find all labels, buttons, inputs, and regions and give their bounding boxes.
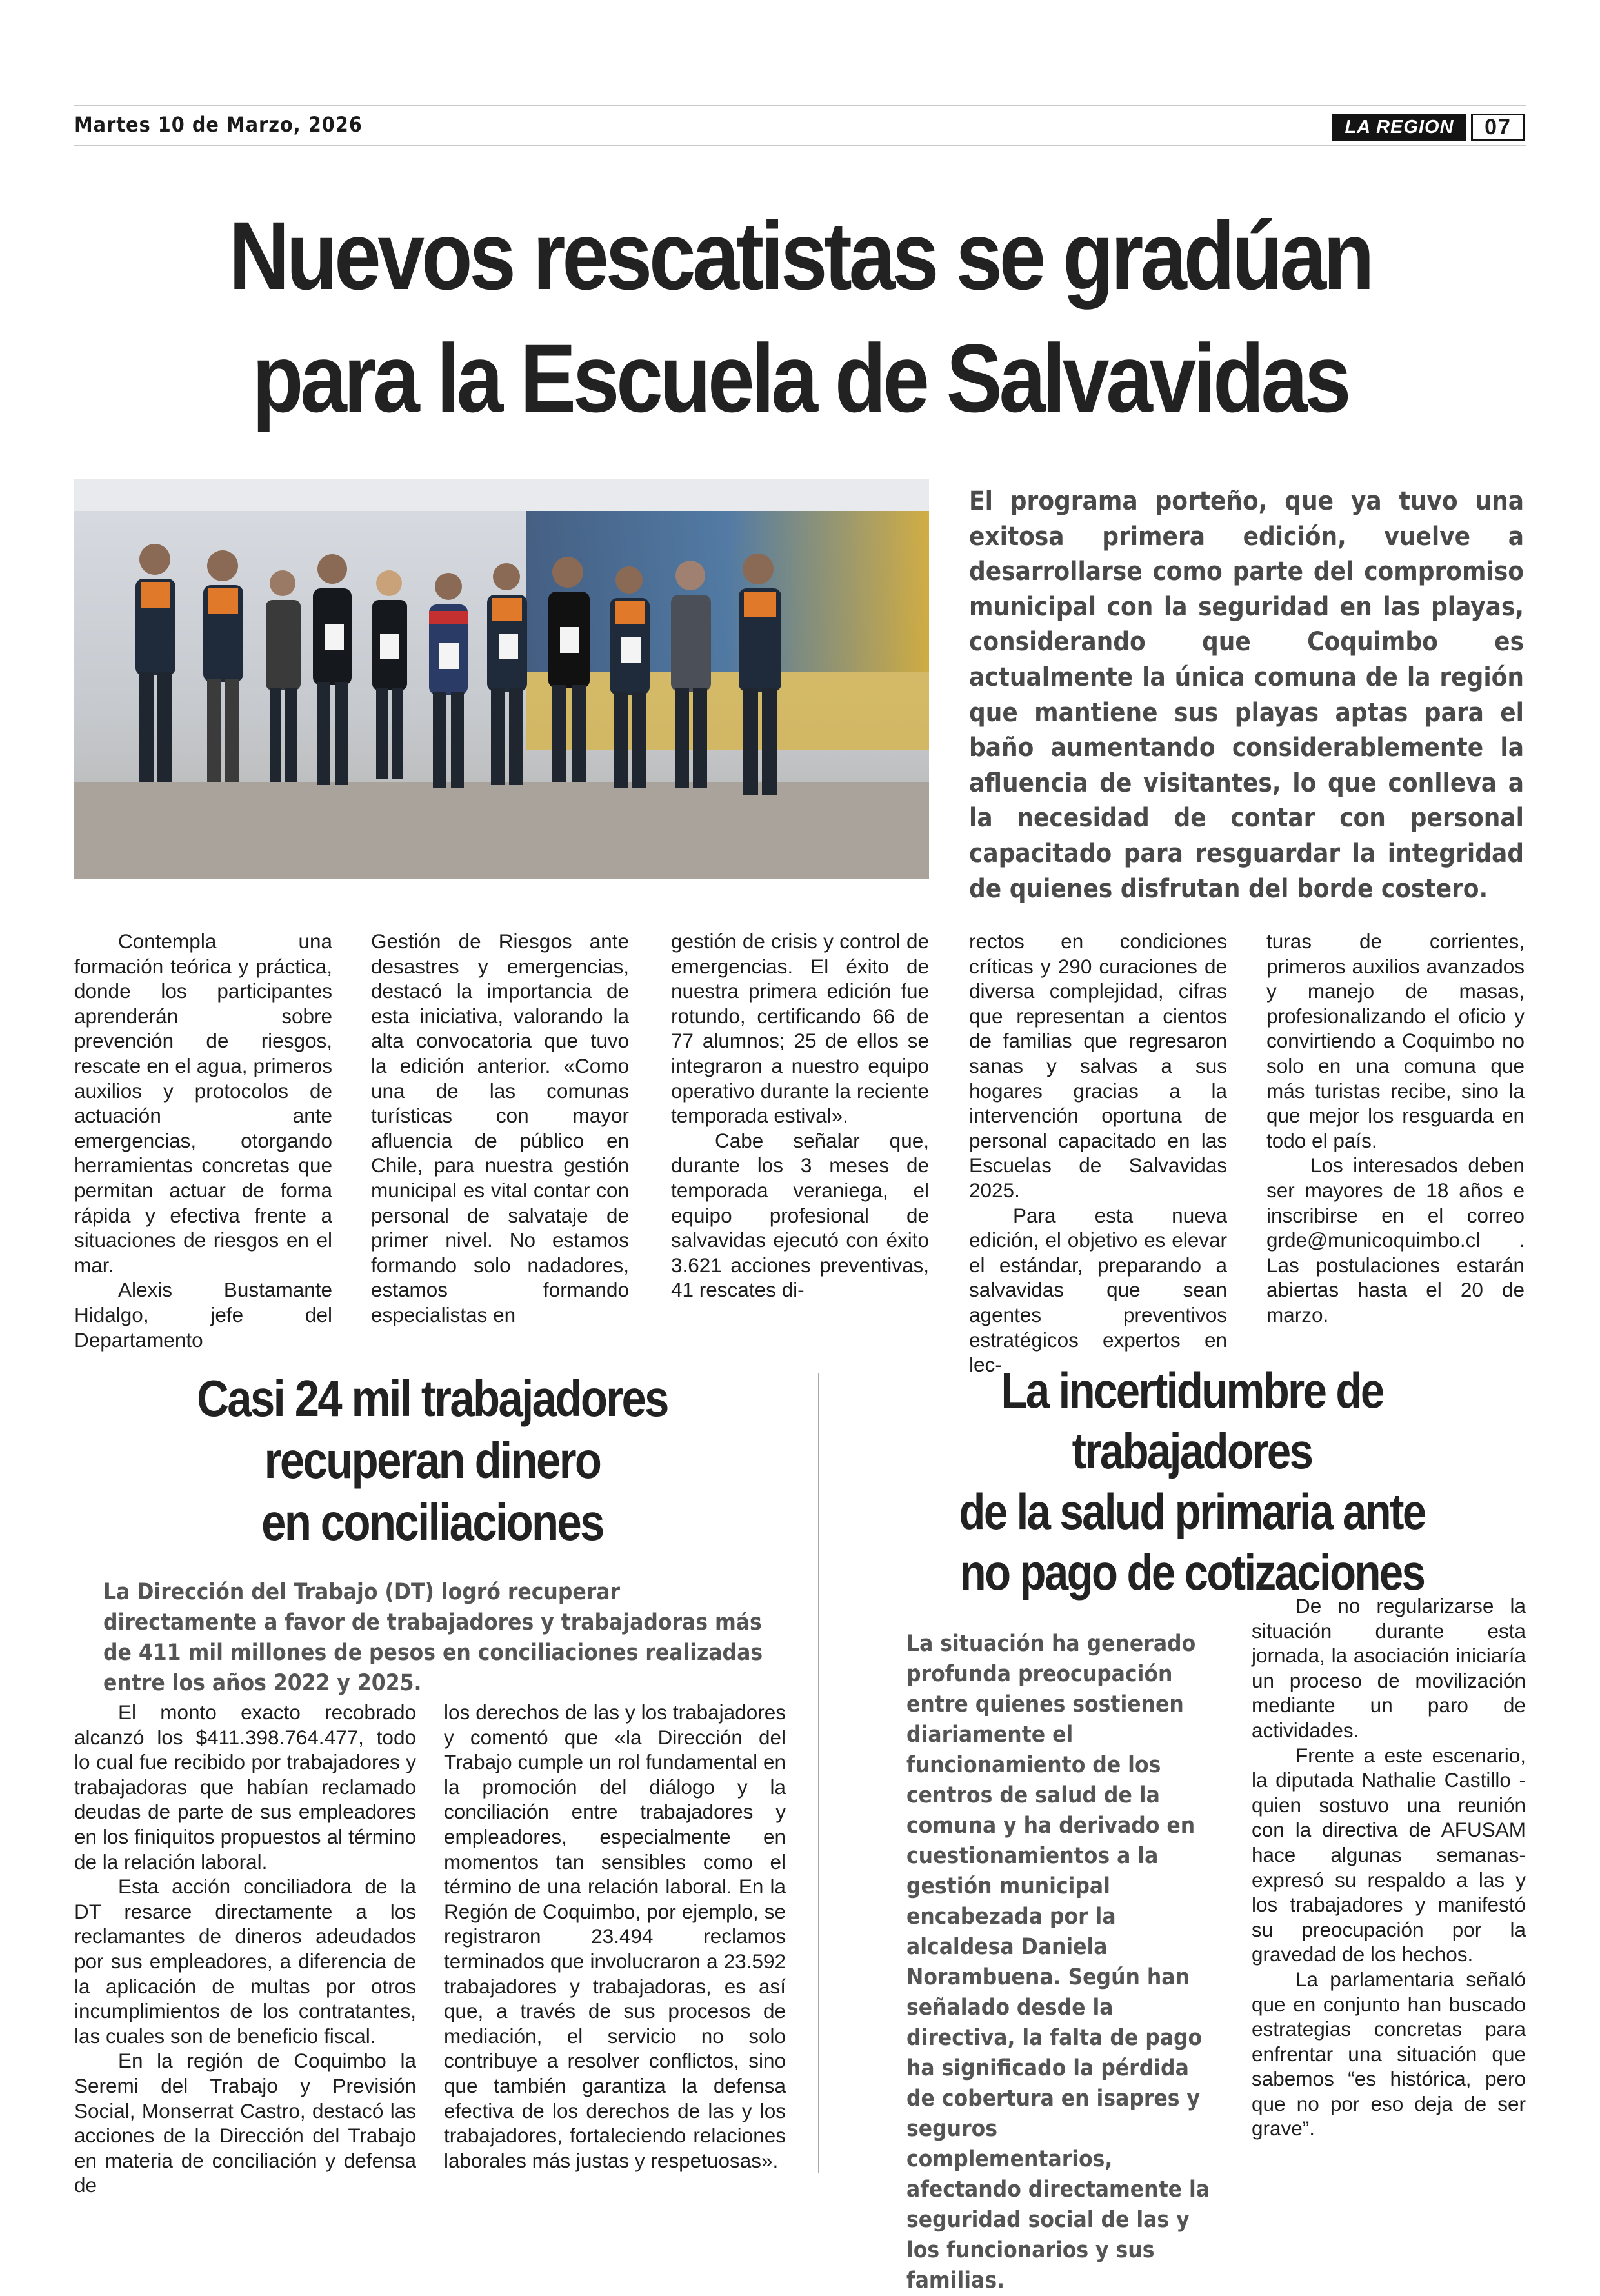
column-divider [818,1373,819,2173]
paragraph: Para esta nueva edición, el objetivo es elevar el estándar, preparando a salvavidas que sean agentes preventivos estratégicos expertos en lec- [969,1203,1227,1377]
paragraph: Alexis Bustamante Hidalgo, jefe del Departamento [74,1278,332,1352]
paragraph: De no regularizarse la situación durante esta jornada, la asociación iniciaría un proceso de movilización mediante un paro de actividades. [1252,1594,1526,1742]
story2-headline-line3: en conciliaciones [261,1493,603,1551]
main-headline-line2: para la Escuela de Salvavidas [252,324,1348,432]
story3-headline-line1: La incertidumbre de trabajadores [1001,1362,1383,1479]
main-story-column-3 [671,929,929,1303]
story2-lede: La Dirección del Trabajo (DT) logró recuperar directamente a favor de trabajadores y trabajadoras más de 411 mil millones de pesos en conciliaciones realizadas entre los años 2022 y 2025. [103,1579,763,1696]
story2-headline [74,1368,790,1553]
story2-column-2 [444,1700,786,2173]
paragraph: La parlamentaria señaló que en conjunto han buscado estrategias concretas para enfrentar una situación que sabemos “es histórica, pero que no por eso deja de ser grave”. [1252,1967,1526,2141]
paragraph: En la región de Coquimbo la Seremi del Trabajo y Previsión Social, Monserrat Castro, destacó las acciones de la Dirección del Trabajo en materia de conciliación y defensa de [74,2049,416,2197]
main-story-column-5 [1266,929,1525,1328]
main-story-column-2 [371,929,629,1328]
story3-lede: La situación ha generado profunda preocupación entre quienes sostienen diariamente el funcionamiento de los centros de salud de la comuna y ha derivado en cuestionamientos a la gestión municipal encabezada por la alcaldesa Daniela Norambuena. Según han señalado desde la directiva, la falta de pago ha significado la pérdida de cobertura en isapres y seguros complementarios, afectando directamente la seguridad social de las y los funcionarios y sus familias. [906,1631,1210,2293]
main-story-column-1 [74,929,332,1352]
story3-headline-line2: de la salud primaria ante [959,1483,1425,1540]
paragraph: turas de corrientes, primeros auxilios avanzados y manejo de masas, profesionalizando el oficio y convirtiendo a Coquimbo no solo en una comuna que más turistas recibe, sino la que mejor los resguarda en todo el país. [1266,930,1525,1152]
paragraph: Frente a este escenario, la diputada Nathalie Castillo -quien sostuvo una reunión con la directiva de AFUSAM hace algunas semanas- expresó su respaldo a las y los trabajadores y manifestó su preocupación por la gravedad de los hechos. [1252,1743,1526,1966]
newspaper-logo: LA REGION [1332,114,1466,141]
paragraph: El monto exacto recobrado alcanzó los $411.398.764.477, todo lo cual fue recibido por trabajadores y trabajadoras que habían reclamado deudas de parte de sus empleadores en los finiquitos propuestos al término de la relación laboral. [74,1701,416,1873]
paragraph: rectos en condiciones críticas y 290 curaciones de diversa complejidad, cifras que representan a cientos de familias que regresaron sanas y salvas a sus hogares gracias a la intervención oportuna de personal capacitado en las Escuelas de Salvavidas 2025. [969,930,1227,1202]
group-photo-graduates-icon [74,479,929,879]
main-story-column-4 [969,929,1227,1377]
story3-headline-line3: no pago de cotizaciones [959,1544,1425,1601]
paragraph: Los interesados deben ser mayores de 18 años e inscribirse en el correo grde@municoquimbo.cl . Las postulaciones estarán abiertas hasta el 20 de marzo. [1266,1153,1525,1326]
story3-column [1252,1593,1526,2141]
issue-date: Martes 10 de Marzo, 2026 [74,112,363,137]
story2-headline-line2: recuperan dinero [264,1432,601,1489]
paragraph: Contempla una formación teórica y práctica, donde los participantes aprenderán sobre prevención de riesgos, rescate en el agua, primeros auxilios y protocolos de actuación ante emergencias, otorgando herramientas concretas que permitan actuar de forma rápida y efectiva frente a situaciones de riesgos en el mar. [74,930,332,1277]
story3-headline [858,1360,1526,1602]
header-top-rule [74,105,1526,106]
paragraph: Gestión de Riesgos ante desastres y emergencias, destacó la importancia de esta iniciativa, valorando la alta convocatoria que tuvo la edición anterior. «Como una de las comunas turísticas con mayor afluencia de público en Chile, para nuestra gestión municipal es vital contar con personal de salvataje de primer nivel. No estamos formando solo nadadores, estamos formando especialistas en [371,930,629,1326]
group-photo [74,479,929,879]
main-story-lede: El programa porteño, que ya tuvo una exitosa primera edición, vuelve a desarrollarse como parte del compromiso municipal con la seguridad en las playas, considerando que Coquimbo es actualmente la única comuna de la región que mantiene sus playas aptas para el baño aumentando considerablemente la afluencia de visitantes, lo que conlleva a la necesidad de contar con personal capacitado para resguardar la integridad de quienes disfrutan del borde costero. [969,486,1524,904]
paragraph: gestión de crisis y control de emergencias. El éxito de nuestra primera edición fue rotundo, certificando 66 de 77 alumnos; 25 de ellos se integraron a nuestro equipo operativo durante la reciente temporada estival». [671,930,929,1128]
main-headline-line1: Nuevos rescatistas se gradúan [228,201,1372,310]
paragraph: Cabe señalar que, durante los 3 meses de temporada veraniega, el equipo profesional de salvavidas ejecutó con éxito 3.621 acciones preventivas, 41 rescates di- [671,1128,929,1302]
header-bottom-rule [74,145,1526,146]
paragraph: Esta acción conciliadora de la DT resarce directamente a los reclamantes de dineros adeudados por sus empleadores, a diferencia de la aplicación de multas por otros incumplimientos de los contratantes, las cuales son de beneficio fiscal. [74,1875,416,2048]
page-number: 07 [1471,114,1525,141]
story2-headline-line1: Casi 24 mil trabajadores [197,1370,668,1427]
paragraph: los derechos de las y los trabajadores y comentó que «la Dirección del Trabajo cumple un rol fundamental en la promoción del diálogo y la conciliación entre trabajadores y empleadores, especialmente en momentos tan sensibles como el término de una relación laboral. En la Región de Coquimbo, por ejemplo, se registraron 23.494 reclamos terminados que involucraron a 23.592 trabajadores y trabajadoras, es así que, a través de sus procesos de mediación, el servicio no solo contribuye a resolver conflictos, sino que también garantiza la defensa efectiva de los derechos de las y los trabajadores, fortaleciendo relaciones laborales más justas y respetuosas». [444,1701,786,2172]
story2-column-1 [74,1700,416,2198]
